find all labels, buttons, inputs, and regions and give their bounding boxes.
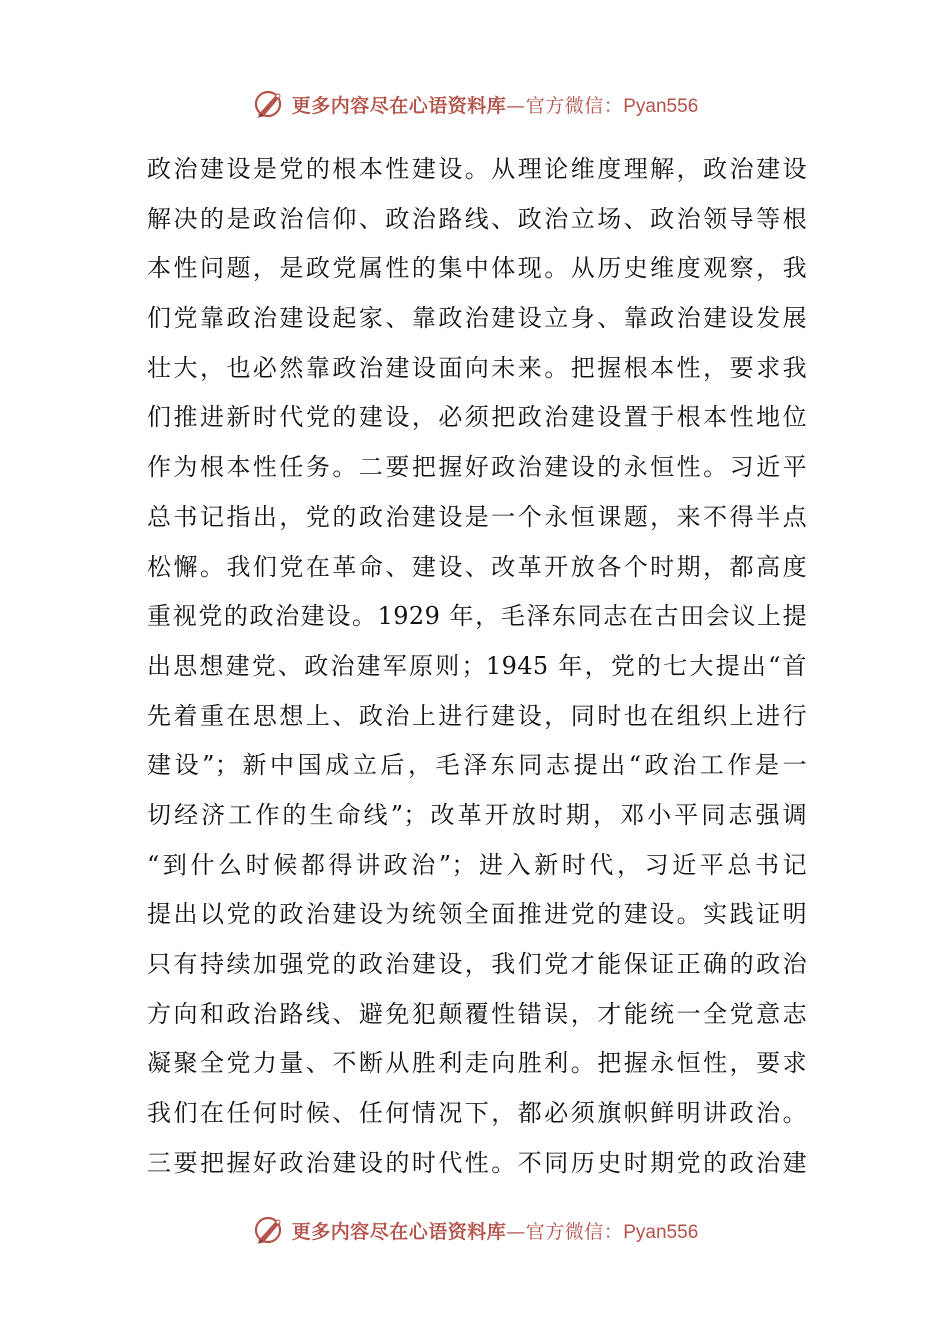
body-line: 凝聚全党力量、不断从胜利走向胜利。把握永恒性，要求 <box>147 1049 807 1078</box>
body-line: 总书记指出，党的政治建设是一个永恒课题，来不得半点 <box>147 502 807 531</box>
body-line: 作为根本性任务。二要把握好政治建设的永恒性。习近平 <box>147 453 807 482</box>
body-line: 我们在任何时候、任何情况下，都必须旗帜鲜明讲政治。 <box>147 1099 807 1128</box>
body-line: 出思想建党、政治建军原则；1945 年，党的七大提出“首 <box>147 651 807 680</box>
watermark-wechat-id: Pyan556 <box>623 1221 699 1243</box>
watermark-text <box>292 1217 699 1244</box>
watermark-brand: 更多内容尽在心语资料库 <box>291 1220 507 1243</box>
body-line: 们党靠政治建设起家、靠政治建设立身、靠政治建设发展 <box>147 304 807 333</box>
body-line: 提出以党的政治建设为统领全面推进党的建设。实践证明 <box>147 900 807 929</box>
body-line: “到什么时候都得讲政治”；进入新时代，习近平总书记 <box>147 850 807 879</box>
body-line: 重视党的政治建设。1929 年，毛泽东同志在古田会议上提 <box>147 602 807 631</box>
body-line: 们推进新时代党的建设，必须把政治建设置于根本性地位 <box>147 403 807 432</box>
watermark-dash: — <box>506 94 526 117</box>
body-line: 先着重在思想上、政治上进行建设，同时也在组织上进行 <box>147 701 807 730</box>
body-line: 本性问题，是政党属性的集中体现。从历史维度观察，我 <box>147 254 807 283</box>
body-line: 解决的是政治信仰、政治路线、政治立场、政治领导等根 <box>147 204 807 233</box>
watermark-wechat-id: Pyan556 <box>623 95 699 117</box>
body-line: 壮大，也必然靠政治建设面向未来。把握根本性，要求我 <box>147 353 807 382</box>
watermark-dash: — <box>506 1220 526 1243</box>
header-watermark <box>0 84 950 124</box>
watermark-label: 官方微信： <box>525 94 624 117</box>
footer-watermark <box>0 1210 950 1250</box>
body-line: 只有持续加强党的政治建设，我们党才能保证正确的政治 <box>147 950 807 978</box>
body-line: 切经济工作的生命线”；改革开放时期，邓小平同志强调 <box>147 800 807 829</box>
body-line: 建设”；新中国成立后，毛泽东同志提出“政治工作是一 <box>147 751 807 780</box>
body-line: 政治建设是党的根本性建设。从理论维度理解，政治建设 <box>147 155 807 183</box>
body-line: 三要把握好政治建设的时代性。不同历史时期党的政治建 <box>147 1148 807 1177</box>
watermark-brand: 更多内容尽在心语资料库 <box>291 94 507 117</box>
watermark-label: 官方微信： <box>525 1220 624 1243</box>
document-body <box>147 145 807 1188</box>
watermark-text <box>292 91 699 118</box>
pen-logo-icon <box>252 87 286 121</box>
body-line: 方向和政治路线、避免犯颠覆性错误，才能统一全党意志 <box>147 999 807 1028</box>
body-line: 松懈。我们党在革命、建设、改革开放各个时期，都高度 <box>147 552 807 581</box>
pen-logo-icon <box>252 1213 286 1247</box>
